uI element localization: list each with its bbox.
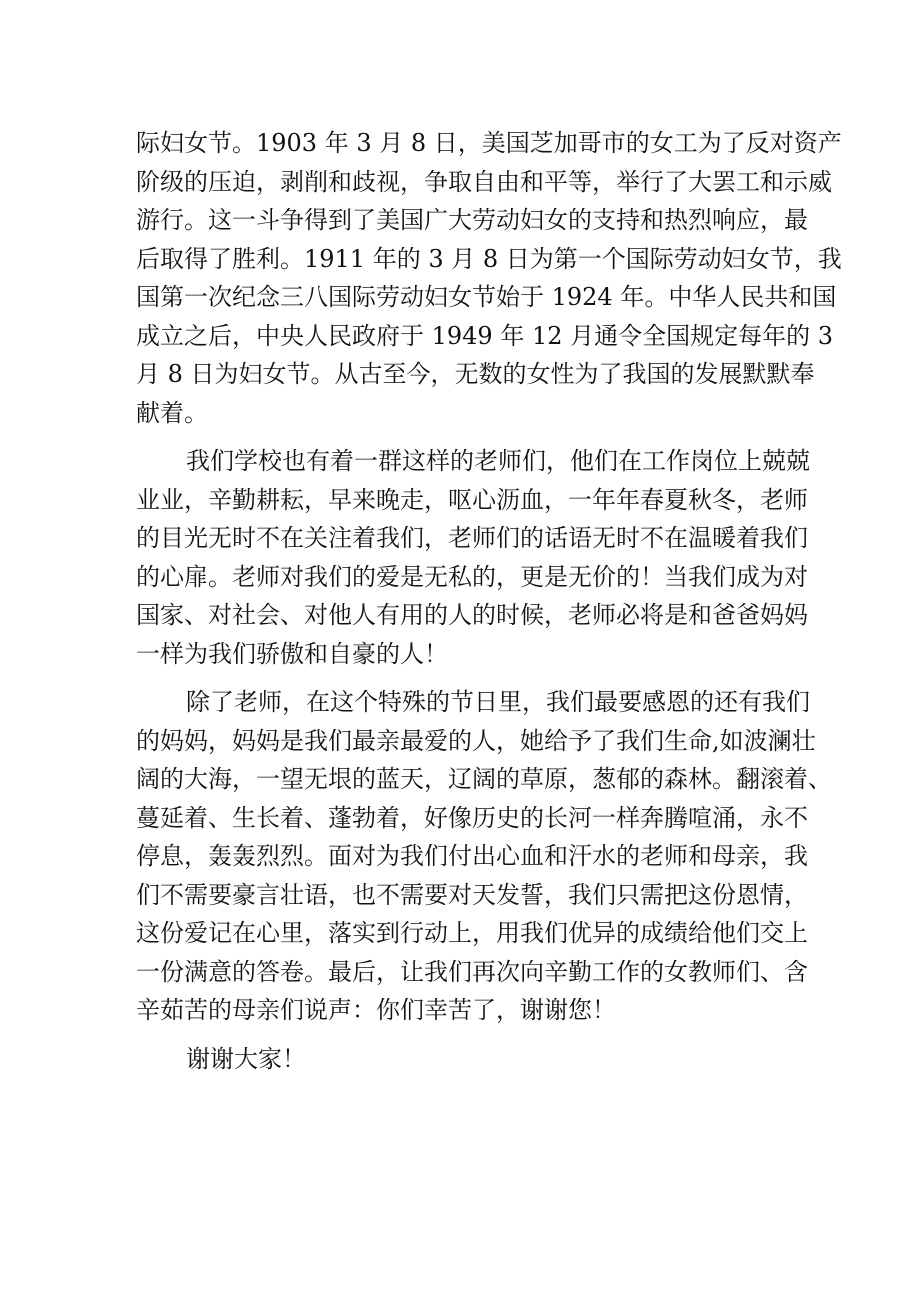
text-line: 的目光无时不在关注着我们，老师们的话语无时不在温暖着我们 [136, 524, 808, 552]
text-line: 阔的大海，一望无垠的蓝天，辽阔的草原，葱郁的森林。翻滚着、 [136, 765, 832, 793]
text-line: 一样为我们骄傲和自豪的人！ [136, 639, 448, 668]
text-line: 献着。 [136, 398, 208, 427]
paragraph-closing [136, 1040, 796, 1079]
text-line: 辛茹苦的母亲们说声：你们幸苦了，谢谢您！ [136, 996, 616, 1024]
paragraph-teachers [136, 442, 810, 673]
text-line: 游行。这一斗争得到了美国广大劳动妇女的支持和热烈响应，最 [136, 206, 808, 234]
paragraph-mothers [136, 683, 832, 1030]
text-line: 这份爱记在心里，落实到行动上，用我们优异的成绩给他们交上 [136, 919, 808, 947]
document-body [136, 124, 842, 1078]
text-line: 阶级的压迫，剥削和歧视，争取自由和平等，举行了大罢工和示威 [136, 167, 832, 196]
text-line: 停息，轰轰烈烈。面对为我们付出心血和汗水的老师和母亲，我 [136, 842, 808, 870]
text-line: 月 8 日为妇女节。从古至今，无数的女性为了我国的发展默默奉 [136, 360, 815, 388]
text-line: 国第一次纪念三八国际劳动妇女节始于 1924 年。中华人民共和国 [136, 283, 837, 311]
text-line: 们不需要豪言壮语，也不需要对天发誓，我们只需把这份恩情， [136, 880, 808, 909]
text-line: 国家、对社会、对他人有用的人的时候，老师必将是和爸爸妈妈 [136, 601, 808, 629]
text-line: 的心扉。老师对我们的爱是无私的，更是无价的！当我们成为对 [136, 562, 808, 591]
paragraph-history [136, 124, 842, 432]
text-line: 成立之后，中央人民政府于 1949 年 12 月通令全国规定每年的 3 [136, 321, 834, 350]
text-line: 际妇女节。1903 年 3 月 8 日，美国芝加哥市的女工为了反对资产 [136, 129, 842, 157]
text-line: 一份满意的答卷。最后，让我们再次向辛勤工作的女教师们、含 [136, 957, 808, 986]
text-line: 除了老师，在这个特殊的节日里，我们最要感恩的还有我们 [186, 688, 810, 716]
text-line: 业业，辛勤耕耘，早来晚走，呕心沥血，一年年春夏秋冬，老师 [136, 485, 808, 514]
text-line: 谢谢大家！ [186, 1044, 306, 1073]
text-line: 蔓延着、生长着、蓬勃着，好像历史的长河一样奔腾喧涌，永不 [136, 803, 808, 832]
text-line: 的妈妈，妈妈是我们最亲最爱的人，她给予了我们生命,如波澜壮 [136, 726, 816, 755]
text-line: 我们学校也有着一群这样的老师们，他们在工作岗位上兢兢 [186, 447, 810, 475]
text-line: 后取得了胜利。1911 年的 3 月 8 日为第一个国际劳动妇女节，我 [136, 244, 842, 273]
